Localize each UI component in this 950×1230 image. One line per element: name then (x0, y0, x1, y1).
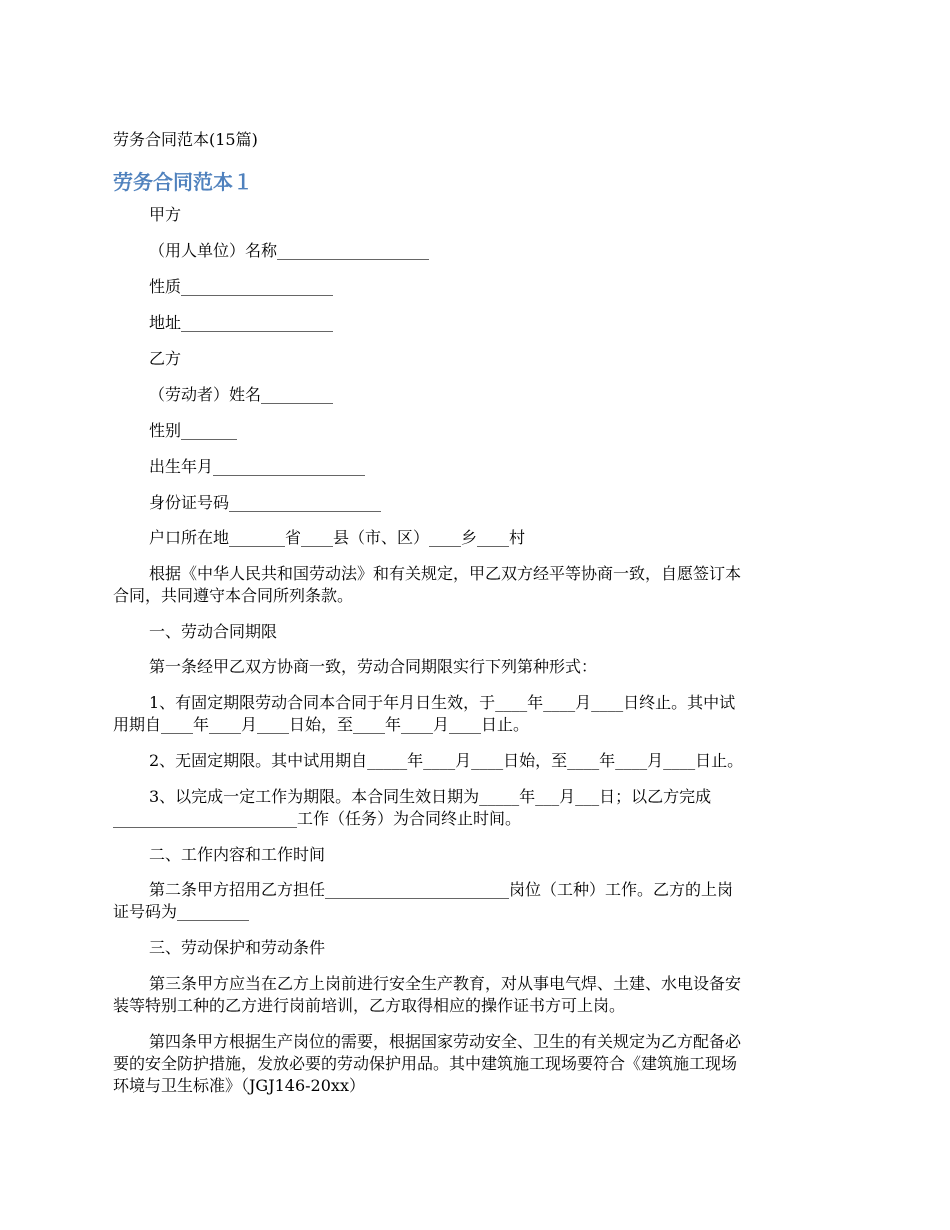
party-a-label: 甲方 (149, 205, 182, 224)
party-b-label: 乙方 (149, 349, 182, 368)
paragraph-line: 第二条甲方招用乙方担任_______________________岗位（工种）工作。乙方的上岗 (149, 880, 734, 899)
paragraph-line: 1、有固定期限劳动合同本合同于年月日生效，于____年____月____日终止。其中试 (149, 693, 736, 712)
paragraph-line: 第四条甲方根据生产岗位的需要，根据国家劳动安全、卫生的有关规定为乙方配备必 (149, 1032, 742, 1051)
article-3-paragraph (113, 973, 839, 1017)
section-3-heading: 三、劳动保护和劳动条件 (149, 938, 326, 957)
section-heading: 劳务合同范本１ (113, 170, 253, 194)
paragraph-line: 证号码为_________ (113, 902, 250, 921)
article-4-paragraph (113, 1031, 839, 1097)
employer-name-field: （用人单位）名称___________________ (149, 241, 430, 260)
household-field: 户口所在地_______省____县（市、区）____乡____村 (149, 528, 526, 547)
paragraph-line: _______________________工作（任务）为合同终止时间。 (113, 809, 522, 828)
section-2-heading: 二、工作内容和工作时间 (149, 845, 326, 864)
paragraph-line: 用期自____年____月____日始，至____年____月____日止。 (113, 715, 530, 734)
section-1-heading: 一、劳动合同期限 (149, 622, 278, 641)
paragraph-line: 第三条甲方应当在乙方上岗前进行安全生产教育，对从事电气焊、土建、水电设备安 (149, 974, 742, 993)
paragraph-line: 根据《中华人民共和国劳动法》和有关规定，甲乙双方经平等协商一致，自愿签订本 (149, 564, 742, 583)
article-1: 第一条经甲乙双方协商一致，劳动合同期限实行下列第种形式： (149, 657, 598, 676)
document-title: 劳务合同范本(15篇) (113, 130, 258, 149)
item-3-paragraph (113, 786, 839, 830)
intro-paragraph (113, 563, 839, 607)
paragraph-line: 要的安全防护措施，发放必要的劳动保护用品。其中建筑施工现场要符合《建筑施工现场 (113, 1054, 738, 1073)
item-2-paragraph: 2、无固定期限。其中试用期自_____年____月____日始，至____年____月____日止。 (149, 751, 744, 770)
nature-field: 性质___________________ (149, 277, 334, 296)
gender-field: 性别_______ (149, 421, 238, 440)
id-number-field: 身份证号码___________________ (149, 493, 382, 512)
paragraph-line: 合同，共同遵守本合同所列条款。 (113, 586, 354, 605)
worker-name-field: （劳动者）姓名_________ (149, 385, 334, 404)
item-1-paragraph (113, 692, 839, 736)
article-2-paragraph (113, 879, 839, 923)
paragraph-line: 3、以完成一定工作为期限。本合同生效日期为_____年___月___日；以乙方完成 (149, 787, 712, 806)
paragraph-line: 环境与卫生标准》（JGJ146-20xx） (113, 1076, 365, 1095)
paragraph-line: 装等特别工种的乙方进行岗前培训，乙方取得相应的操作证书方可上岗。 (113, 996, 626, 1015)
birth-field: 出生年月___________________ (149, 457, 366, 476)
address-field: 地址___________________ (149, 313, 334, 332)
